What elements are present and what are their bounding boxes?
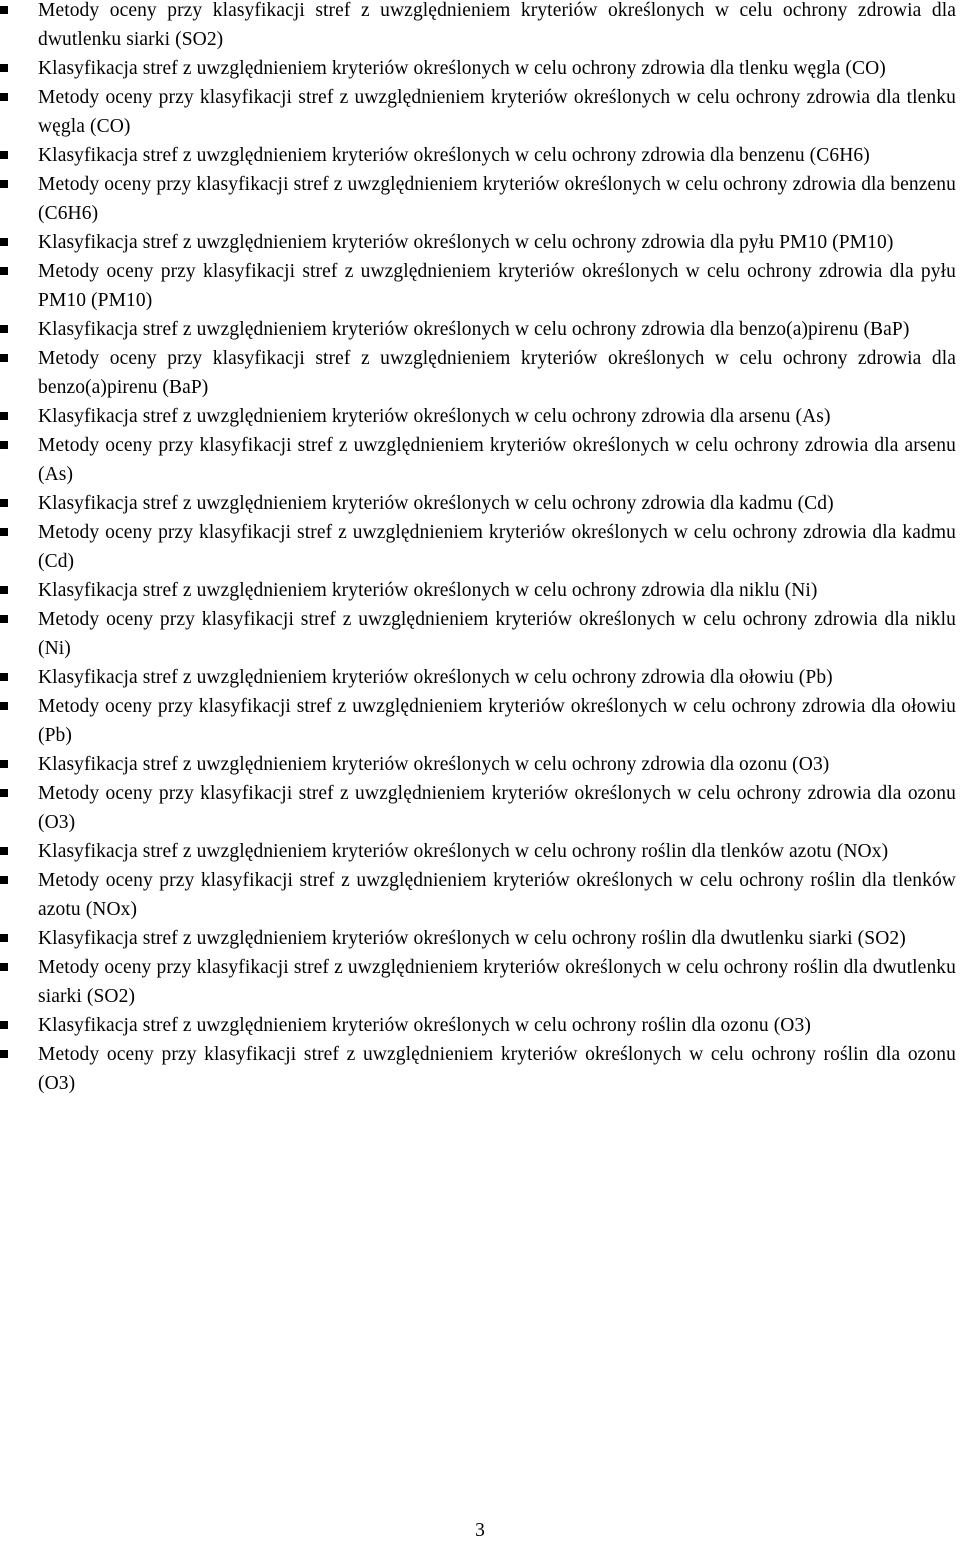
list-item-text: Klasyfikacja stref z uwzględnieniem kryteriów określonych w celu ochrony zdrowia dla tlenku węgla (CO)	[38, 58, 886, 79]
square-bullet-icon	[0, 528, 8, 536]
square-bullet-icon	[0, 934, 8, 942]
square-bullet-icon	[0, 1021, 8, 1029]
list-item-text: Metody oceny przy klasyfikacji stref z uwzględnieniem kryteriów określonych w celu ochrony zdrowia dla tlenku węgla (CO)	[38, 87, 956, 137]
square-bullet-icon	[0, 238, 8, 246]
square-bullet-icon	[0, 876, 8, 884]
square-bullet-icon	[0, 673, 8, 681]
square-bullet-icon	[0, 963, 8, 971]
list-item-text: Klasyfikacja stref z uwzględnieniem kryteriów określonych w celu ochrony roślin dla dwutlenku siarki (SO2)	[38, 928, 906, 949]
list-item	[0, 402, 960, 431]
list-item-text: Klasyfikacja stref z uwzględnieniem kryteriów określonych w celu ochrony roślin dla tlenków azotu (NOx)	[38, 841, 889, 862]
list-item	[0, 0, 960, 54]
list-item	[0, 779, 960, 837]
list-item-text: Klasyfikacja stref z uwzględnieniem kryteriów określonych w celu ochrony zdrowia dla niklu (Ni)	[38, 580, 818, 601]
list-item	[0, 344, 960, 402]
list-item-text: Klasyfikacja stref z uwzględnieniem kryteriów określonych w celu ochrony roślin dla ozonu (O3)	[38, 1015, 811, 1036]
square-bullet-icon	[0, 151, 8, 159]
list-item-text: Metody oceny przy klasyfikacji stref z uwzględnieniem kryteriów określonych w celu ochrony zdrowia dla ołowiu (Pb)	[38, 696, 956, 746]
list-item-text: Metody oceny przy klasyfikacji stref z uwzględnieniem kryteriów określonych w celu ochrony roślin dla ozonu (O3)	[38, 1044, 956, 1094]
square-bullet-icon	[0, 586, 8, 594]
list-item-text: Metody oceny przy klasyfikacji stref z uwzględnieniem kryteriów określonych w celu ochrony zdrowia dla kadmu (Cd)	[38, 522, 956, 572]
list-item-text: Klasyfikacja stref z uwzględnieniem kryteriów określonych w celu ochrony zdrowia dla arsenu (As)	[38, 406, 831, 427]
list-item-text: Metody oceny przy klasyfikacji stref z uwzględnieniem kryteriów określonych w celu ochrony zdrowia dla benzo(a)pirenu (BaP)	[38, 348, 956, 398]
list-item	[0, 83, 960, 141]
square-bullet-icon	[0, 789, 8, 797]
list-item	[0, 750, 960, 779]
square-bullet-icon	[0, 847, 8, 855]
list-item-text: Metody oceny przy klasyfikacji stref z uwzględnieniem kryteriów określonych w celu ochrony zdrowia dla benzenu (C6H6)	[38, 174, 956, 224]
square-bullet-icon	[0, 499, 8, 507]
list-item-text: Metody oceny przy klasyfikacji stref z uwzględnieniem kryteriów określonych w celu ochrony roślin dla tlenków azotu (NOx)	[38, 870, 956, 920]
square-bullet-icon	[0, 64, 8, 72]
list-item	[0, 257, 960, 315]
list-item	[0, 605, 960, 663]
list-item-text: Metody oceny przy klasyfikacji stref z uwzględnieniem kryteriów określonych w celu ochrony zdrowia dla dwutlenku siarki (SO2)	[38, 0, 956, 50]
list-item	[0, 866, 960, 924]
square-bullet-icon	[0, 267, 8, 275]
square-bullet-icon	[0, 6, 8, 14]
list-item	[0, 315, 960, 344]
square-bullet-icon	[0, 180, 8, 188]
list-item	[0, 924, 960, 953]
list-item-text: Metody oceny przy klasyfikacji stref z uwzględnieniem kryteriów określonych w celu ochrony zdrowia dla ozonu (O3)	[38, 783, 956, 833]
list-item	[0, 953, 960, 1011]
square-bullet-icon	[0, 441, 8, 449]
list-item-text: Klasyfikacja stref z uwzględnieniem kryteriów określonych w celu ochrony zdrowia dla kadmu (Cd)	[38, 493, 834, 514]
list-item	[0, 663, 960, 692]
list-item	[0, 576, 960, 605]
list-item-text: Klasyfikacja stref z uwzględnieniem kryteriów określonych w celu ochrony zdrowia dla ołowiu (Pb)	[38, 667, 833, 688]
list-item	[0, 692, 960, 750]
list-item-text: Metody oceny przy klasyfikacji stref z uwzględnieniem kryteriów określonych w celu ochrony roślin dla dwutlenku siarki (SO2)	[38, 957, 956, 1007]
square-bullet-icon	[0, 702, 8, 710]
list-item-text: Metody oceny przy klasyfikacji stref z uwzględnieniem kryteriów określonych w celu ochrony zdrowia dla arsenu (As)	[38, 435, 956, 485]
square-bullet-icon	[0, 93, 8, 101]
list-item	[0, 489, 960, 518]
list-item	[0, 431, 960, 489]
square-bullet-icon	[0, 412, 8, 420]
list-item-text: Metody oceny przy klasyfikacji stref z uwzględnieniem kryteriów określonych w celu ochrony zdrowia dla niklu (Ni)	[38, 609, 956, 659]
list-item	[0, 228, 960, 257]
list-item-text: Metody oceny przy klasyfikacji stref z uwzględnieniem kryteriów określonych w celu ochrony zdrowia dla pyłu PM10 (PM10)	[38, 261, 956, 311]
list-item	[0, 1011, 960, 1040]
square-bullet-icon	[0, 760, 8, 768]
list-item-text: Klasyfikacja stref z uwzględnieniem kryteriów określonych w celu ochrony zdrowia dla ozonu (O3)	[38, 754, 830, 775]
square-bullet-icon	[0, 325, 8, 333]
list-item-text: Klasyfikacja stref z uwzględnieniem kryteriów określonych w celu ochrony zdrowia dla benzenu (C6H6)	[38, 145, 870, 166]
list-item	[0, 141, 960, 170]
list-item	[0, 1040, 960, 1098]
square-bullet-icon	[0, 354, 8, 362]
list-item	[0, 837, 960, 866]
square-bullet-icon	[0, 615, 8, 623]
list-item	[0, 54, 960, 83]
page-number: 3	[475, 1520, 485, 1541]
list-item	[0, 170, 960, 228]
square-bullet-icon	[0, 1050, 8, 1058]
list-item	[0, 518, 960, 576]
list-item-text: Klasyfikacja stref z uwzględnieniem kryteriów określonych w celu ochrony zdrowia dla pyłu PM10 (PM10)	[38, 232, 894, 253]
list-item-text: Klasyfikacja stref z uwzględnieniem kryteriów określonych w celu ochrony zdrowia dla benzo(a)pirenu (BaP)	[38, 319, 910, 340]
